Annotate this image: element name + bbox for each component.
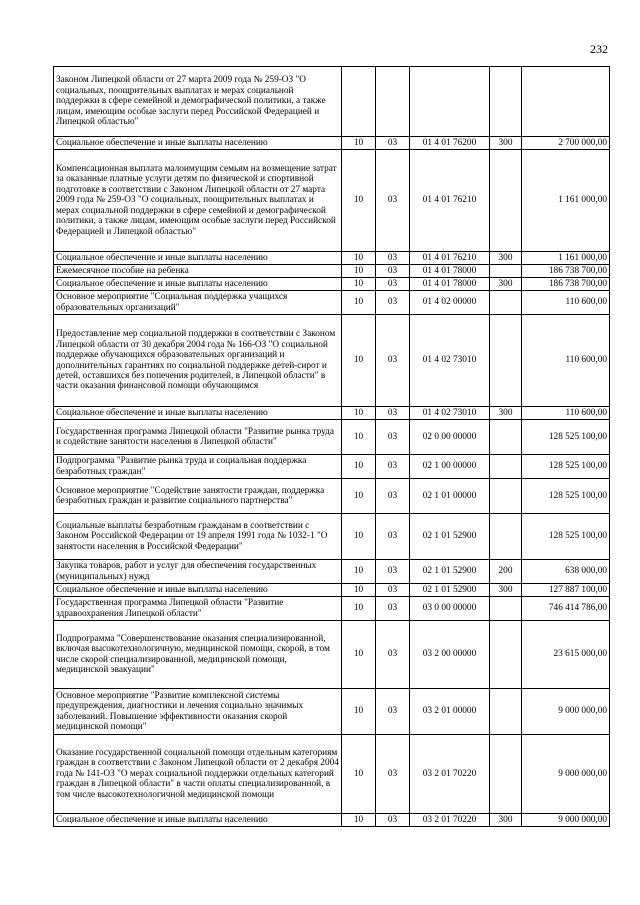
row-section: 10 — [342, 584, 376, 597]
row-amount: 1 161 000,00 — [522, 150, 610, 252]
row-expense-type — [490, 514, 522, 560]
row-section: 10 — [342, 315, 376, 407]
table-row — [54, 479, 610, 514]
row-section: 10 — [342, 560, 376, 584]
table-row — [54, 137, 610, 150]
table-row — [54, 265, 610, 278]
row-expense-type — [490, 315, 522, 407]
table-row — [54, 735, 610, 814]
row-target-article: 01 4 01 78000 — [410, 265, 490, 278]
row-subsection: 03 — [376, 689, 410, 735]
row-name: Социальное обеспечение и иные выплаты населению — [54, 407, 342, 420]
row-target-article: 01 4 01 76210 — [410, 150, 490, 252]
table-row — [54, 584, 610, 597]
row-target-article: 02 1 01 52900 — [410, 514, 490, 560]
row-expense-type — [490, 420, 522, 455]
row-section: 10 — [342, 278, 376, 291]
row-subsection: 03 — [376, 278, 410, 291]
row-section: 10 — [342, 265, 376, 278]
row-amount: 186 738 700,00 — [522, 278, 610, 291]
row-subsection: 03 — [376, 252, 410, 265]
row-expense-type: 300 — [490, 137, 522, 150]
row-name: Социальное обеспечение и иные выплаты населению — [54, 252, 342, 265]
row-target-article: 02 1 01 52900 — [410, 560, 490, 584]
row-amount: 9 000 000,00 — [522, 735, 610, 814]
row-subsection: 03 — [376, 265, 410, 278]
row-expense-type: 300 — [490, 278, 522, 291]
table-row — [54, 278, 610, 291]
row-target-article: 03 2 01 00000 — [410, 689, 490, 735]
table-row — [54, 407, 610, 420]
row-amount: 128 525 100,00 — [522, 514, 610, 560]
row-target-article: 03 2 00 00000 — [410, 621, 490, 689]
row-target-article: 01 4 01 76210 — [410, 252, 490, 265]
row-subsection: 03 — [376, 621, 410, 689]
row-expense-type — [490, 455, 522, 479]
row-name: Компенсационная выплата малоимущим семьям на возмещение затрат за оказанные платные услуги детям по физической и спортивной подготовке в соответствии с Законом Липецкой области от 27 марта 2009 года № 259-ОЗ "О социальных, поощрительных выплатах и мерах социальной поддержки в сфере семейной и демографической политики, а также лицам, имеющим особые заслуги перед Российской Федерацией и Липецкой областью" — [54, 150, 342, 252]
row-name: Социальное обеспечение и иные выплаты населению — [54, 137, 342, 150]
row-section: 10 — [342, 455, 376, 479]
row-name: Социальные выплаты безработным гражданам в соответствии с Законом Российской Федерации от 19 апреля 1991 года № 1032-1 "О занятости населения в Российской Федерации" — [54, 514, 342, 560]
row-subsection: 03 — [376, 479, 410, 514]
row-amount: 128 525 100,00 — [522, 455, 610, 479]
row-target-article: 01 4 02 73010 — [410, 407, 490, 420]
row-expense-type: 300 — [490, 814, 522, 827]
row-subsection: 03 — [376, 315, 410, 407]
row-target-article: 02 1 00 00000 — [410, 455, 490, 479]
row-amount: 1 161 000,00 — [522, 252, 610, 265]
row-section: 10 — [342, 479, 376, 514]
row-section: 10 — [342, 420, 376, 455]
row-name: Основное мероприятие "Социальная поддержка учащихся образовательных организаций" — [54, 291, 342, 315]
row-subsection: 03 — [376, 420, 410, 455]
row-name: Социальное обеспечение и иные выплаты населению — [54, 814, 342, 827]
table-row — [54, 67, 610, 137]
page-number: 232 — [590, 42, 608, 56]
row-subsection: 03 — [376, 150, 410, 252]
row-subsection — [376, 67, 410, 137]
row-section: 10 — [342, 150, 376, 252]
row-target-article: 03 2 01 70220 — [410, 814, 490, 827]
row-name: Оказание государственной социальной помощи отдельным категориям граждан в соответствии с Законом Липецкой области от 2 декабря 2004 года № 141-ОЗ "О мерах социальной поддержки отдельных категорий граждан в Липецкой области" в части оплаты специализированной, в том числе высокотехнологичной медицинской помощи — [54, 735, 342, 814]
budget-table-body — [54, 67, 610, 827]
row-subsection: 03 — [376, 560, 410, 584]
row-target-article: 01 4 02 00000 — [410, 291, 490, 315]
row-target-article: 01 4 01 78000 — [410, 278, 490, 291]
table-row — [54, 291, 610, 315]
table-row — [54, 814, 610, 827]
table-row — [54, 560, 610, 584]
row-expense-type — [490, 689, 522, 735]
table-row — [54, 420, 610, 455]
row-name: Подпрограмма "Развитие рынка труда и социальная поддержка безработных граждан" — [54, 455, 342, 479]
table-row — [54, 315, 610, 407]
row-subsection: 03 — [376, 137, 410, 150]
row-amount: 110 600,00 — [522, 407, 610, 420]
row-name: Закупка товаров, работ и услуг для обеспечения государственных (муниципальных) нужд — [54, 560, 342, 584]
row-amount: 127 887 100,00 — [522, 584, 610, 597]
row-expense-type — [490, 621, 522, 689]
row-section: 10 — [342, 137, 376, 150]
row-amount: 638 000,00 — [522, 560, 610, 584]
row-amount: 110 600,00 — [522, 315, 610, 407]
row-target-article: 01 4 02 73010 — [410, 315, 490, 407]
row-name: Предоставление мер социальной поддержки в соответствии с Законом Липецкой области от 30 декабря 2004 года № 166-ОЗ "О социальной поддержке обучающихся образовательных организаций и дополнительных гарантиях по социальной поддержке детей-сирот и детей, оставшихся без попечения родителей, в Липецкой области" в части оказания финансовой помощи обучающимся — [54, 315, 342, 407]
row-amount: 9 000 000,00 — [522, 814, 610, 827]
row-amount — [522, 67, 610, 137]
table-row — [54, 150, 610, 252]
row-name: Законом Липецкой области от 27 марта 2009 года № 259-ОЗ "О социальных, поощрительных выплатах и мерах социальной поддержки в сфере семейной и демографической политики, а также лицам, имеющим особые заслуги перед Российской Федерацией и Липецкой областью" — [54, 67, 342, 137]
row-expense-type — [490, 291, 522, 315]
row-name: Основное мероприятие "Развитие комплексной системы предупреждения, диагностики и лечения социально значимых заболеваний. Повышение эффективности оказания скорой медицинской помощи" — [54, 689, 342, 735]
row-subsection: 03 — [376, 814, 410, 827]
row-amount: 186 738 700,00 — [522, 265, 610, 278]
row-section: 10 — [342, 514, 376, 560]
table-row — [54, 455, 610, 479]
row-subsection: 03 — [376, 514, 410, 560]
row-section: 10 — [342, 407, 376, 420]
row-target-article: 02 1 01 52900 — [410, 584, 490, 597]
row-name: Основное мероприятие "Содействие занятости граждан, поддержка безработных граждан и развитие социального партнерства" — [54, 479, 342, 514]
row-target-article: 02 1 01 00000 — [410, 479, 490, 514]
row-expense-type: 200 — [490, 560, 522, 584]
row-section: 10 — [342, 291, 376, 315]
row-amount: 746 414 786,00 — [522, 597, 610, 621]
row-subsection: 03 — [376, 597, 410, 621]
row-target-article: 01 4 01 76200 — [410, 137, 490, 150]
row-amount: 128 525 100,00 — [522, 420, 610, 455]
row-name: Ежемесячное пособие на ребенка — [54, 265, 342, 278]
row-name: Социальное обеспечение и иные выплаты населению — [54, 278, 342, 291]
table-row — [54, 689, 610, 735]
row-section: 10 — [342, 252, 376, 265]
row-expense-type: 300 — [490, 407, 522, 420]
row-expense-type: 300 — [490, 252, 522, 265]
row-target-article: 03 0 00 00000 — [410, 597, 490, 621]
table-row — [54, 252, 610, 265]
row-amount: 128 525 100,00 — [522, 479, 610, 514]
row-amount: 2 700 000,00 — [522, 137, 610, 150]
row-expense-type — [490, 597, 522, 621]
row-section: 10 — [342, 597, 376, 621]
row-amount: 9 000 000,00 — [522, 689, 610, 735]
row-section — [342, 67, 376, 137]
row-expense-type — [490, 265, 522, 278]
table-row — [54, 514, 610, 560]
row-amount: 23 615 000,00 — [522, 621, 610, 689]
row-target-article: 03 2 01 70220 — [410, 735, 490, 814]
row-target-article: 02 0 00 00000 — [410, 420, 490, 455]
row-name: Государственная программа Липецкой области "Развитие рынка труда и содействие занятости населения в Липецкой области" — [54, 420, 342, 455]
row-expense-type — [490, 735, 522, 814]
row-subsection: 03 — [376, 455, 410, 479]
row-subsection: 03 — [376, 584, 410, 597]
row-name: Социальное обеспечение и иные выплаты населению — [54, 584, 342, 597]
row-subsection: 03 — [376, 407, 410, 420]
table-row — [54, 621, 610, 689]
row-section: 10 — [342, 735, 376, 814]
row-target-article — [410, 67, 490, 137]
row-name: Подпрограмма "Совершенствование оказания специализированной, включая высокотехнологичную, медицинской помощи, скорой, в том числе скорой специализированной, медицинской помощи, медицинской эвакуации" — [54, 621, 342, 689]
row-section: 10 — [342, 689, 376, 735]
row-expense-type — [490, 67, 522, 137]
budget-table — [53, 66, 610, 827]
table-row — [54, 597, 610, 621]
row-subsection: 03 — [376, 735, 410, 814]
row-amount: 110 600,00 — [522, 291, 610, 315]
row-section: 10 — [342, 621, 376, 689]
row-expense-type — [490, 479, 522, 514]
row-expense-type: 300 — [490, 584, 522, 597]
row-section: 10 — [342, 814, 376, 827]
row-name: Государственная программа Липецкой области "Развитие здравоохранения Липецкой области" — [54, 597, 342, 621]
row-subsection: 03 — [376, 291, 410, 315]
row-expense-type — [490, 150, 522, 252]
